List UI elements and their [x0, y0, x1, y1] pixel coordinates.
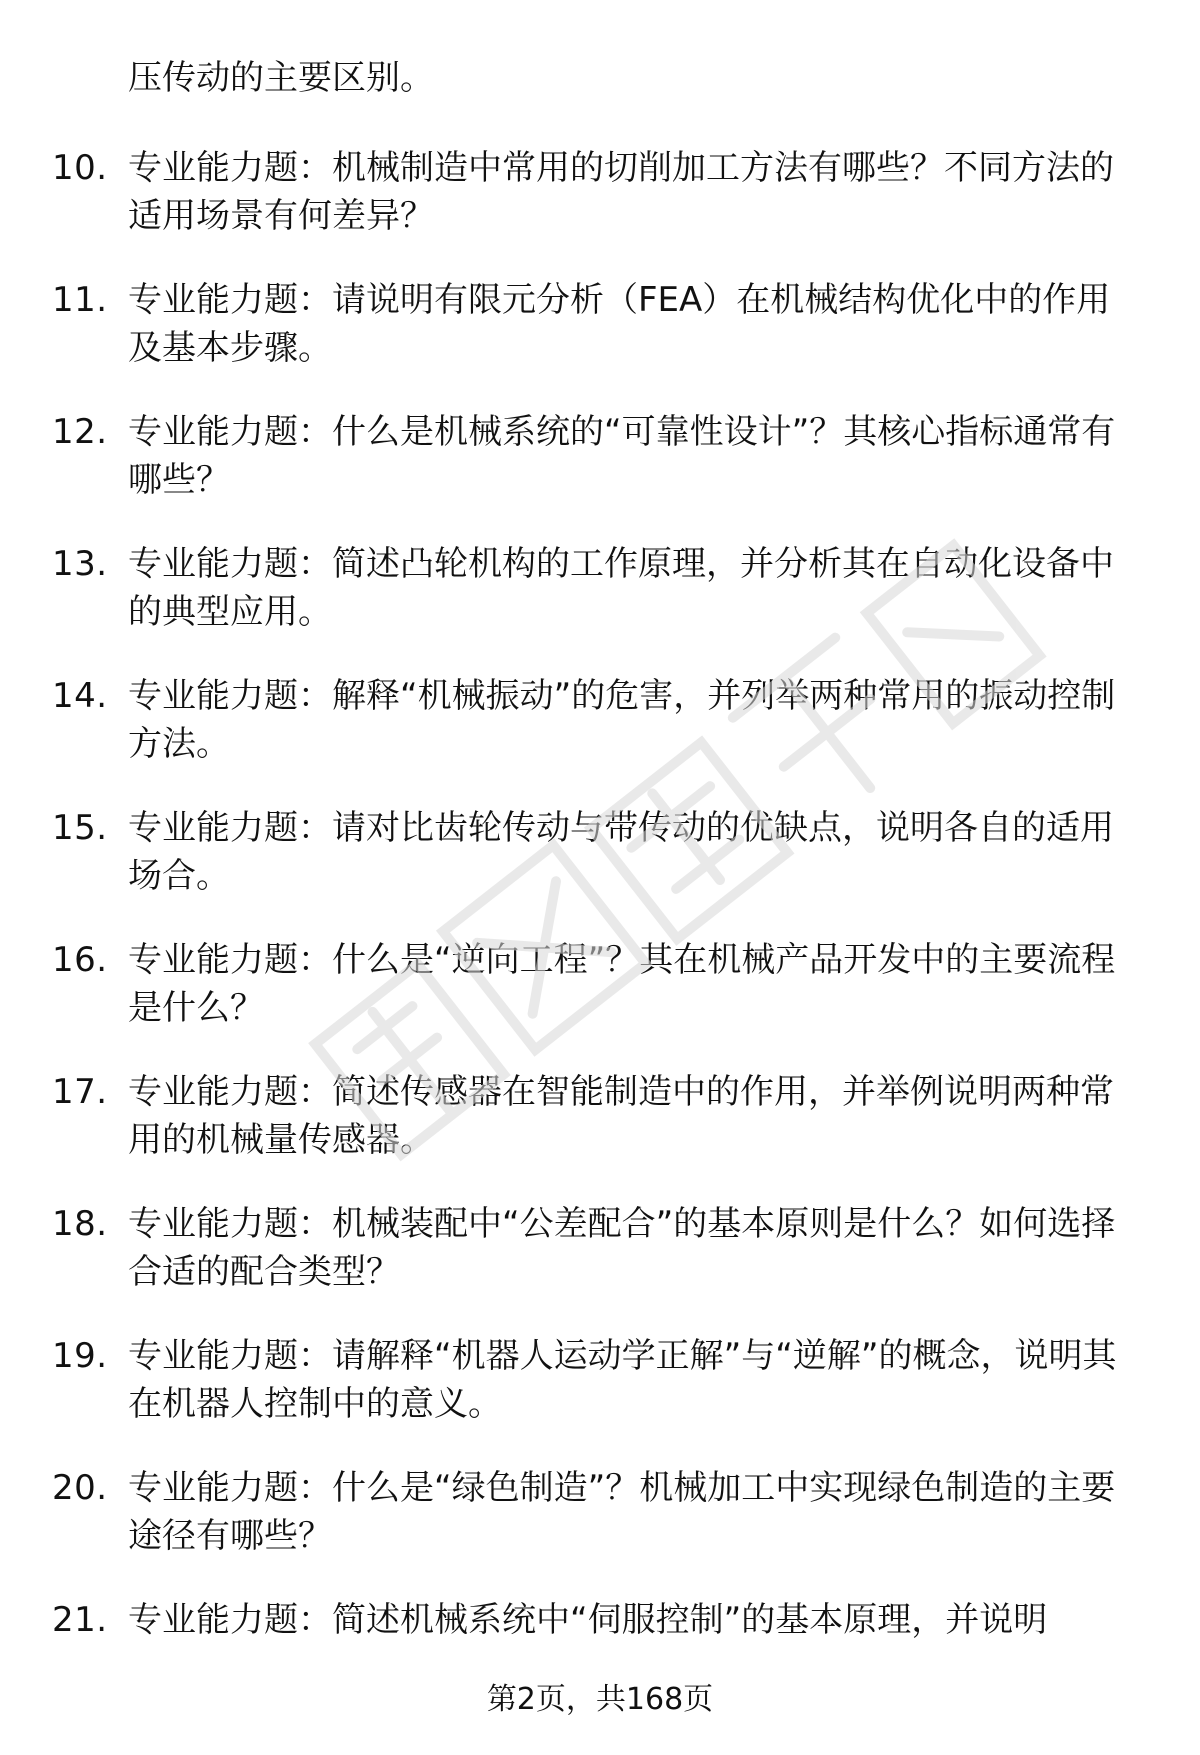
- question-text: 专业能力题：简述机械系统中“伺服控制”的基本原理，并说明: [128, 1600, 1048, 1640]
- question-text: 专业能力题：请解释“机器人运动学正解”与“逆解”的概念，说明其在机器人控制中的意义。: [128, 1336, 1117, 1424]
- question-item: [0, 540, 1200, 672]
- question-number: 13.: [52, 544, 108, 584]
- question-number: 19.: [52, 1336, 108, 1376]
- question-number: 14.: [52, 676, 108, 716]
- question-number: 16.: [52, 940, 108, 980]
- question-text: 专业能力题：简述传感器在智能制造中的作用，并举例说明两种常用的机械量传感器。: [128, 1072, 1114, 1160]
- page-number-footer: 第2页，共168页: [486, 1682, 714, 1717]
- question-number: 11.: [52, 280, 108, 320]
- question-text: 专业能力题：机械制造中常用的切削加工方法有哪些？不同方法的适用场景有何差异？: [128, 148, 1114, 236]
- question-number: 15.: [52, 808, 108, 848]
- question-text: 专业能力题：什么是机械系统的“可靠性设计”？其核心指标通常有哪些？: [128, 412, 1116, 500]
- question-number: 12.: [52, 412, 108, 452]
- question-number: 21.: [52, 1600, 108, 1640]
- question-item: [0, 408, 1200, 540]
- question-text: 专业能力题：什么是“绿色制造”？机械加工中实现绿色制造的主要途径有哪些？: [128, 1468, 1116, 1556]
- question-number: 10.: [52, 148, 108, 188]
- continuation-text: 压传动的主要区别。: [128, 58, 434, 98]
- question-number: 20.: [52, 1468, 108, 1508]
- question-item: [0, 936, 1200, 1068]
- question-number: 17.: [52, 1072, 108, 1112]
- question-text: 专业能力题：请说明有限元分析（FEA）在机械结构优化中的作用及基本步骤。: [128, 280, 1111, 368]
- question-item: [0, 276, 1200, 408]
- question-item: [0, 804, 1200, 936]
- question-item: [0, 1200, 1200, 1332]
- question-number: 18.: [52, 1204, 108, 1244]
- question-text: 专业能力题：机械装配中“公差配合”的基本原则是什么？如何选择合适的配合类型？: [128, 1204, 1116, 1292]
- question-text: 专业能力题：什么是“逆向工程”？其在机械产品开发中的主要流程是什么？: [128, 940, 1116, 1028]
- question-text: 专业能力题：解释“机械振动”的危害，并列举两种常用的振动控制方法。: [128, 676, 1116, 764]
- question-item: [0, 1464, 1200, 1596]
- question-item: [0, 1068, 1200, 1200]
- question-item: [0, 144, 1200, 276]
- question-list: [0, 144, 1200, 1728]
- question-text: 专业能力题：简述凸轮机构的工作原理，并分析其在自动化设备中的典型应用。: [128, 544, 1114, 632]
- question-item: [0, 1332, 1200, 1464]
- question-item: [0, 672, 1200, 804]
- question-text: 专业能力题：请对比齿轮传动与带传动的优缺点，说明各自的适用场合。: [128, 808, 1114, 896]
